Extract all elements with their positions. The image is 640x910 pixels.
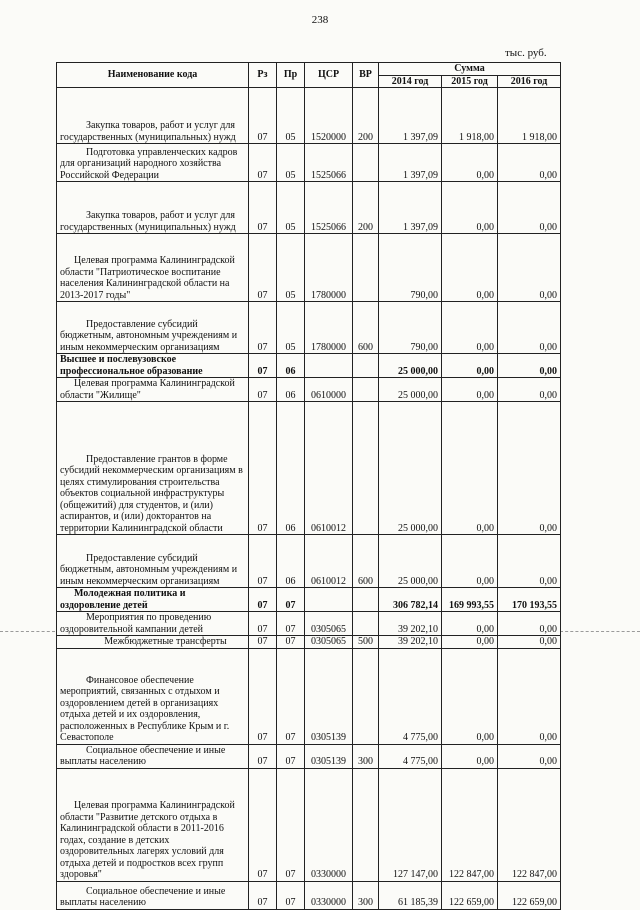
row-pr: 05 — [285, 221, 296, 233]
row-sum-2016: 0,00 — [539, 522, 557, 534]
row-name: Предоставление грантов в форме субсидий некоммерческим организациям в целях стимулирования строительства объектов социальной инфраструктуры (общежитий) для студентов, и (или) аспирантов, и (или) докторантов на территории Калининградской области — [60, 453, 243, 534]
row-sum-2014: 127 147,00 — [393, 869, 438, 880]
row-sum-2015: 0,00 — [476, 289, 494, 301]
row-csr: 0305065 — [311, 623, 346, 635]
table-row — [57, 144, 561, 182]
row-pr: 07 — [285, 636, 296, 647]
row-sum-2015: 122 847,00 — [449, 869, 494, 880]
header-name: Наименование кода — [57, 63, 249, 88]
row-csr: 1525066 — [311, 221, 346, 233]
row-sum-2015: 0,00 — [476, 522, 494, 534]
row-rz: 07 — [257, 599, 268, 611]
row-rz: 07 — [257, 897, 268, 908]
table-row — [57, 588, 561, 612]
row-pr: 07 — [285, 623, 296, 635]
row-sum-2015: 0,00 — [476, 636, 494, 647]
row-sum-2015: 0,00 — [476, 169, 494, 181]
row-rz: 07 — [257, 289, 268, 301]
row-name: Социальное обеспечение и иные выплаты населению — [60, 885, 226, 908]
units-label: тыс. руб. — [505, 47, 547, 59]
row-sum-2014: 1 397,09 — [403, 221, 438, 233]
row-csr: 0610000 — [311, 389, 346, 401]
header-vr: ВР — [353, 63, 379, 88]
row-rz: 07 — [257, 869, 268, 880]
table-row — [57, 88, 561, 144]
row-rz: 07 — [257, 341, 268, 353]
row-sum-2014: 306 782,14 — [393, 599, 438, 611]
row-name: Подготовка управленческих кадров для организаций народного хозяйства Российской Федерации — [60, 146, 238, 181]
header-rz: Рз — [249, 63, 277, 88]
row-name: Предоставление субсидий бюджетным, автономным учреждениям и иным некоммерческим организациям — [60, 552, 238, 587]
table-row — [57, 648, 561, 744]
row-pr: 07 — [285, 599, 296, 611]
row-csr: 1520000 — [311, 131, 346, 143]
table-row — [57, 182, 561, 234]
row-rz: 07 — [257, 365, 268, 377]
row-rz: 07 — [257, 522, 268, 534]
row-sum-2014: 790,00 — [410, 341, 438, 353]
row-rz: 07 — [257, 389, 268, 401]
row-vr: 600 — [358, 341, 373, 353]
row-csr: 0610012 — [311, 575, 346, 587]
table-row — [57, 744, 561, 768]
row-name: Межбюджетные трансферты — [104, 636, 227, 647]
row-rz: 07 — [257, 636, 268, 647]
table-body — [57, 88, 561, 910]
header-pr: Пр — [277, 63, 305, 88]
row-name: Молодежная политика и оздоровление детей — [60, 588, 186, 611]
row-vr: 600 — [358, 575, 373, 587]
row-pr: 05 — [285, 341, 296, 353]
row-rz: 07 — [257, 575, 268, 587]
page-number: 238 — [311, 14, 329, 26]
row-pr: 06 — [285, 522, 296, 534]
row-sum-2015: 0,00 — [476, 575, 494, 587]
row-sum-2016: 122 659,00 — [512, 897, 557, 908]
row-rz: 07 — [257, 756, 268, 767]
row-name: Целевая программа Калининградской области "Жилище" — [60, 378, 235, 401]
row-sum-2015: 0,00 — [476, 389, 494, 401]
row-sum-2015: 122 659,00 — [449, 897, 494, 908]
table-row — [57, 402, 561, 535]
row-sum-2015: 0,00 — [476, 756, 494, 767]
row-sum-2014: 1 397,09 — [403, 131, 438, 143]
row-sum-2014: 25 000,00 — [398, 522, 438, 534]
row-csr: 0330000 — [311, 897, 346, 908]
row-vr: 500 — [358, 636, 373, 647]
row-pr: 06 — [285, 389, 296, 401]
header-2015: 2015 год — [442, 75, 498, 88]
row-sum-2014: 25 000,00 — [398, 365, 438, 377]
row-name: Целевая программа Калининградской области "Развитие детского отдыха в Калининградской области в 2011-2016 годах, создание в детских оздоровительных лагерях условий для отдыха детей и подростков всех групп здоровья" — [60, 800, 235, 880]
row-sum-2016: 170 193,55 — [512, 599, 557, 611]
header-2014: 2014 год — [379, 75, 442, 88]
row-pr: 06 — [285, 575, 296, 587]
row-sum-2015: 0,00 — [476, 221, 494, 233]
row-pr: 07 — [285, 869, 296, 880]
row-sum-2016: 0,00 — [539, 365, 557, 377]
row-pr: 05 — [285, 169, 296, 181]
row-rz: 07 — [257, 623, 268, 635]
row-rz: 07 — [257, 169, 268, 181]
row-sum-2016: 0,00 — [539, 636, 557, 647]
header-sum: Сумма — [379, 63, 561, 76]
header-2016: 2016 год — [498, 75, 561, 88]
row-sum-2016: 0,00 — [539, 221, 557, 233]
row-sum-2016: 0,00 — [539, 623, 557, 635]
row-sum-2015: 169 993,55 — [449, 599, 494, 611]
row-vr: 300 — [358, 897, 373, 908]
row-vr: 300 — [358, 756, 373, 767]
row-sum-2015: 1 918,00 — [459, 131, 494, 143]
row-rz: 07 — [257, 732, 268, 743]
row-pr: 06 — [285, 365, 296, 377]
row-pr: 07 — [285, 897, 296, 908]
row-csr: 1780000 — [311, 341, 346, 353]
row-sum-2015: 0,00 — [476, 623, 494, 635]
row-sum-2016: 0,00 — [539, 169, 557, 181]
table-row — [57, 378, 561, 402]
row-sum-2015: 0,00 — [476, 365, 494, 377]
row-sum-2016: 0,00 — [539, 756, 557, 767]
row-sum-2015: 0,00 — [476, 341, 494, 353]
row-sum-2016: 0,00 — [539, 341, 557, 353]
row-sum-2014: 1 397,09 — [403, 169, 438, 181]
row-sum-2014: 4 775,00 — [403, 756, 438, 767]
row-vr: 200 — [358, 221, 373, 233]
scan-artifact-line — [560, 631, 640, 632]
row-csr: 1780000 — [311, 289, 346, 301]
row-pr: 07 — [285, 756, 296, 767]
row-name: Закупка товаров, работ и услуг для государственных (муниципальных) нужд — [60, 120, 236, 143]
row-pr: 05 — [285, 289, 296, 301]
row-pr: 05 — [285, 131, 296, 143]
row-sum-2015: 0,00 — [476, 732, 494, 743]
table-row — [57, 302, 561, 354]
row-name: Предоставление субсидий бюджетным, автономным учреждениям и иным некоммерческим организациям — [60, 318, 238, 353]
row-sum-2014: 39 202,10 — [398, 636, 438, 647]
scan-artifact-line — [0, 631, 55, 632]
row-sum-2014: 25 000,00 — [398, 575, 438, 587]
row-sum-2014: 790,00 — [410, 289, 438, 301]
row-sum-2016: 0,00 — [539, 575, 557, 587]
row-name: Мероприятия по проведению оздоровительной кампании детей — [60, 612, 212, 635]
row-csr: 0305139 — [311, 732, 346, 743]
row-csr: 0330000 — [311, 869, 346, 880]
table-row — [57, 234, 561, 302]
row-sum-2014: 61 185,39 — [398, 897, 438, 908]
row-csr: 0305065 — [311, 636, 346, 647]
table-row — [57, 636, 561, 649]
row-vr: 200 — [358, 131, 373, 143]
row-sum-2016: 0,00 — [539, 289, 557, 301]
row-csr: 0610012 — [311, 522, 346, 534]
row-name: Целевая программа Калининградской области "Патриотическое воспитание населения Калининградской области на 2013-2017 годы" — [60, 255, 235, 301]
row-name: Социальное обеспечение и иные выплаты населению — [60, 744, 226, 767]
row-name: Закупка товаров, работ и услуг для государственных (муниципальных) нужд — [60, 210, 236, 233]
row-rz: 07 — [257, 131, 268, 143]
table-row — [57, 535, 561, 588]
row-name: Финансовое обеспечение мероприятий, связанных с отдыхом и оздоровлением детей в организациях отдыха детей и их оздоровления, расположенных в Республике Крым и г. Севастополе — [60, 674, 230, 743]
row-csr: 1525066 — [311, 169, 346, 181]
row-sum-2016: 122 847,00 — [512, 869, 557, 880]
row-sum-2016: 0,00 — [539, 389, 557, 401]
row-sum-2014: 4 775,00 — [403, 732, 438, 743]
row-rz: 07 — [257, 221, 268, 233]
row-name: Высшее и послевузовское профессиональное образование — [60, 354, 203, 377]
row-sum-2014: 39 202,10 — [398, 623, 438, 635]
table-row — [57, 354, 561, 378]
header-csr: ЦСР — [305, 63, 353, 88]
table-row — [57, 612, 561, 636]
row-sum-2014: 25 000,00 — [398, 389, 438, 401]
row-pr: 07 — [285, 732, 296, 743]
table-row — [57, 768, 561, 881]
row-sum-2016: 1 918,00 — [522, 131, 557, 143]
row-csr: 0305139 — [311, 756, 346, 767]
row-sum-2016: 0,00 — [539, 732, 557, 743]
budget-table — [56, 62, 561, 910]
